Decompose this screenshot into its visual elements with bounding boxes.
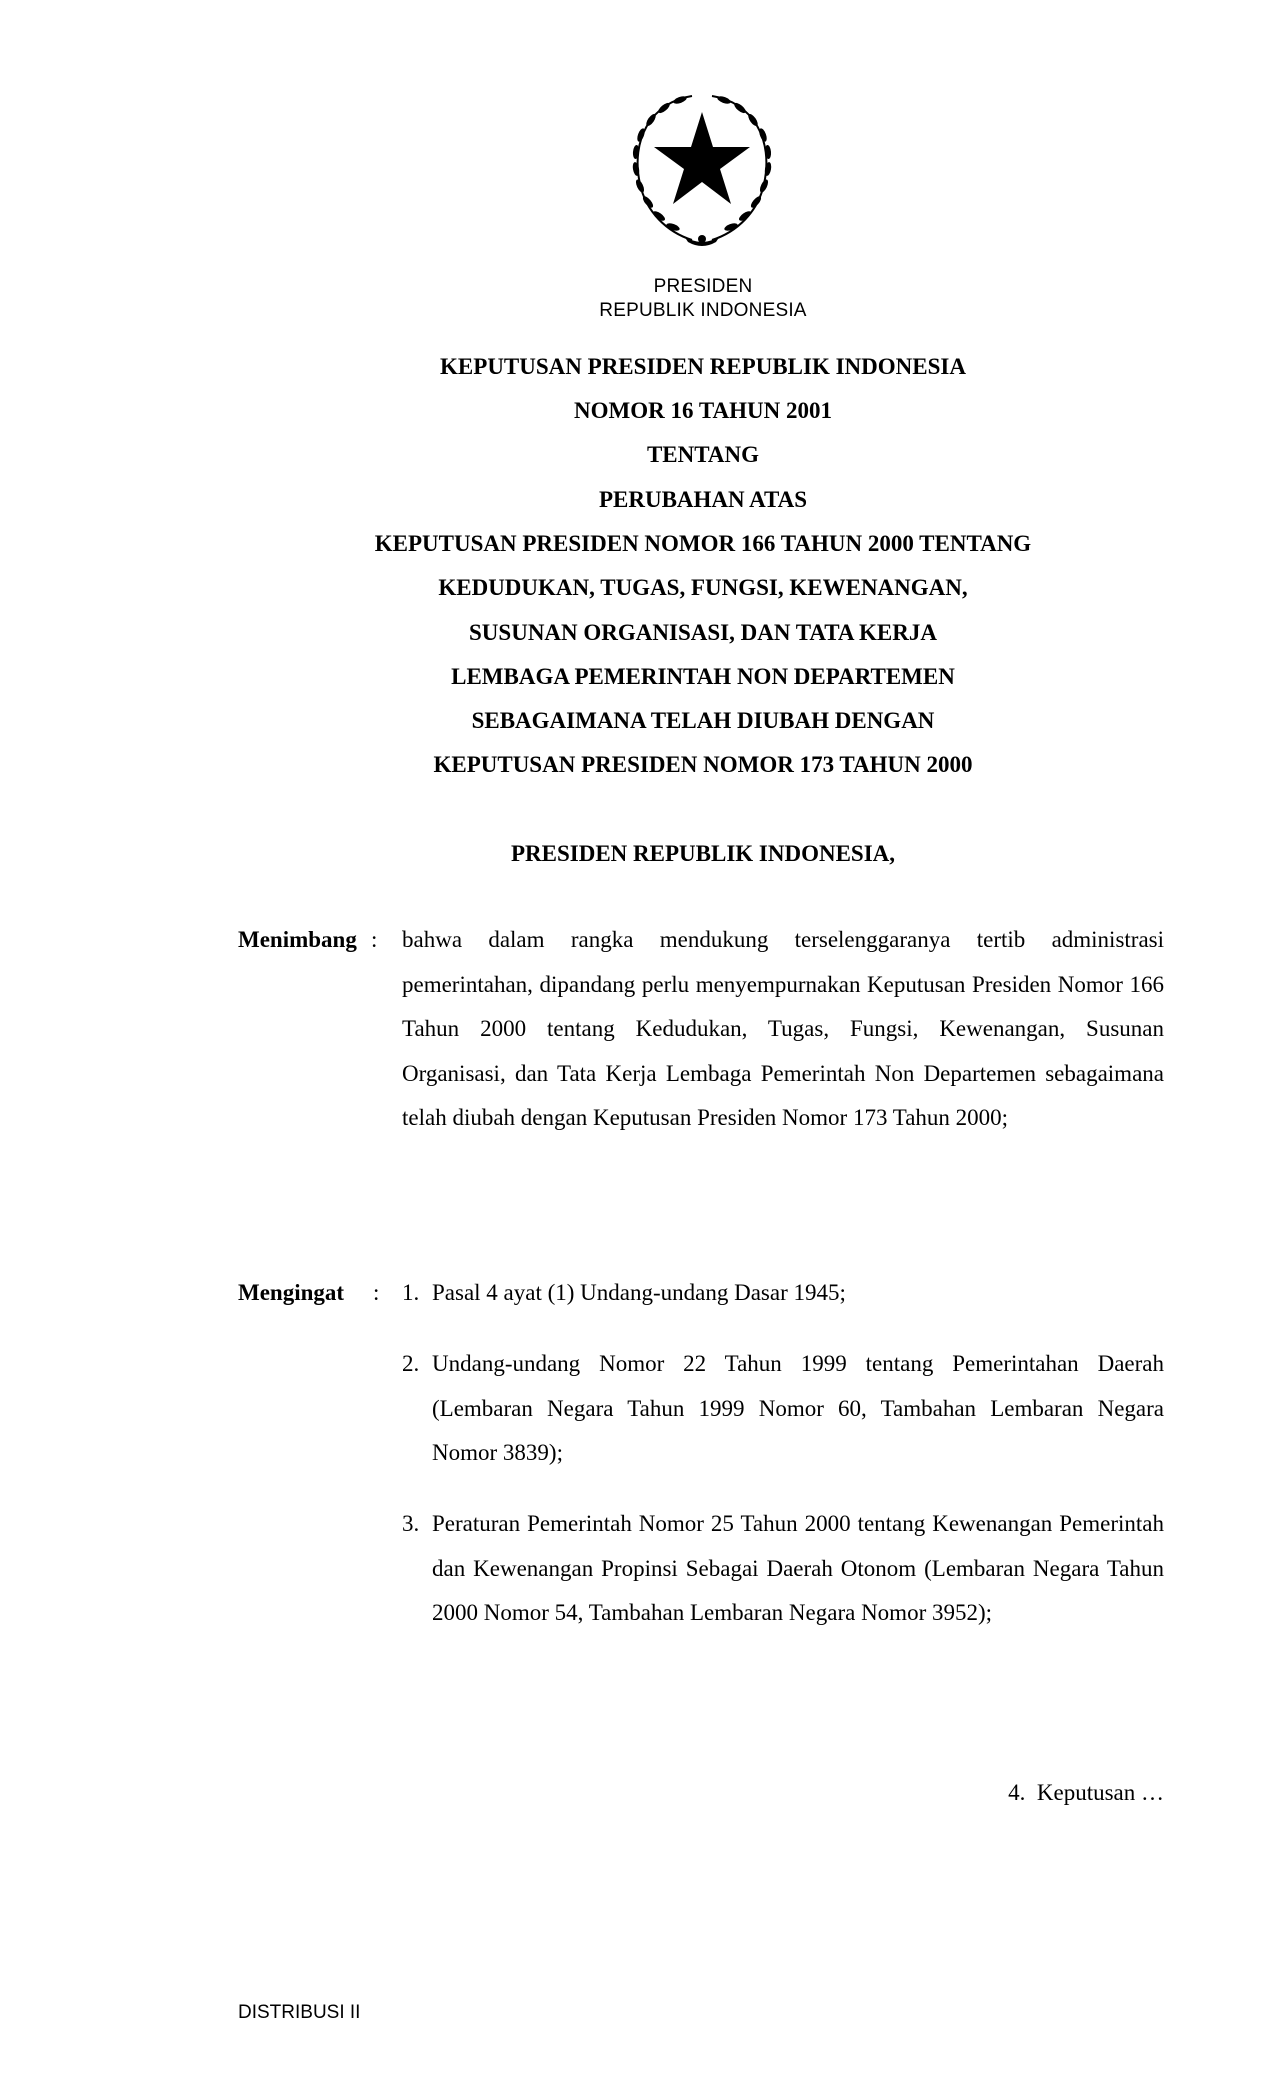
- title-line: SEBAGAIMANA TELAH DIUBAH DENGAN: [471, 708, 935, 733]
- title-line: KEDUDUKAN, TUGAS, FUNGSI, KEWENANGAN,: [438, 575, 968, 600]
- title-line: TENTANG: [646, 442, 760, 467]
- office-name-line2: REPUBLIK INDONESIA: [599, 300, 807, 321]
- distribution-footer: DISTRIBUSI II: [238, 2002, 361, 2023]
- list-item: Pasal 4 ayat (1) Undang-undang Dasar 1945;: [432, 1280, 846, 1305]
- menimbang-label: Menimbang: [238, 927, 357, 952]
- office-name-line1: PRESIDEN: [653, 276, 753, 297]
- title-line: LEMBAGA PEMERINTAH NON DEPARTEMEN: [451, 664, 955, 689]
- menimbang-colon: :: [371, 927, 378, 952]
- title-line: KEPUTUSAN PRESIDEN NOMOR 173 TAHUN 2000: [433, 752, 973, 777]
- list-item-number: 1.: [402, 1280, 420, 1305]
- menimbang-text: bahwa dalam rangka mendukung terselenggaranya tertib administrasi pemerintahan, dipandang perlu menyempurnakan Keputusan Presiden Nomor 166 Tahun 2000 tentang Kedudukan, Tugas, Fungsi, Kewenangan, Susunan Organisasi, dan Tata Kerja Lembaga Pemerintah Non Departemen sebagaimana telah diubah dengan Keputusan Presiden Nomor 173 Tahun 2000;: [402, 927, 1164, 1130]
- list-item: Peraturan Pemerintah Nomor 25 Tahun 2000 tentang Kewenangan Pemerintah dan Kewenangan Propinsi Sebagai Daerah Otonom (Lembaran Negara Tahun 2000 Nomor 54, Tambahan Lembaran Negara Nomor 3952);: [432, 1511, 1164, 1625]
- mengingat-label: Mengingat: [238, 1280, 345, 1305]
- title-line: KEPUTUSAN PRESIDEN NOMOR 166 TAHUN 2000 TENTANG: [374, 531, 1032, 556]
- list-item-number: 3.: [402, 1511, 420, 1536]
- garuda-star-wreath-emblem-icon: [622, 84, 782, 250]
- list-item-number: 2.: [402, 1351, 420, 1376]
- mengingat-colon: :: [373, 1280, 380, 1305]
- list-item: Undang-undang Nomor 22 Tahun 1999 tentang Pemerintahan Daerah (Lembaran Negara Tahun 1999 Nomor 60, Tambahan Lembaran Negara Nomor 3839);: [432, 1351, 1164, 1465]
- next-page-catchword: 4. Keputusan …: [1008, 1780, 1164, 1805]
- title-line: PERUBAHAN ATAS: [598, 487, 808, 512]
- title-line: NOMOR 16 TAHUN 2001: [574, 398, 832, 423]
- title-line: KEPUTUSAN PRESIDEN REPUBLIK INDONESIA: [440, 354, 966, 379]
- issuer-heading: PRESIDEN REPUBLIK INDONESIA,: [510, 841, 896, 866]
- title-line: SUSUNAN ORGANISASI, DAN TATA KERJA: [469, 620, 937, 645]
